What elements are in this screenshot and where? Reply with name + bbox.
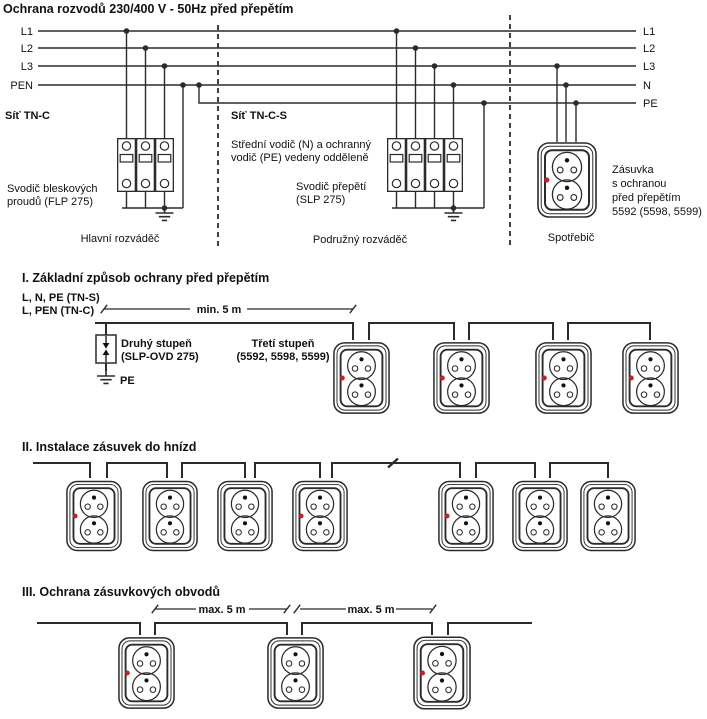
socket bbox=[581, 481, 635, 550]
dimension-end-tick bbox=[294, 605, 300, 613]
supply-lines bbox=[38, 31, 636, 103]
section2-wiring bbox=[33, 463, 608, 478]
socket-label-line4: 5592 (5598, 5599) bbox=[612, 206, 702, 218]
arrester-module bbox=[118, 139, 136, 192]
max5m-label-2: max. 5 m bbox=[347, 604, 395, 616]
arrester-module bbox=[388, 139, 406, 192]
line-label-l2-left: L2 bbox=[20, 43, 33, 55]
net-tn-c-label: Síť TN-C bbox=[5, 110, 50, 122]
diagram-title: Ochrana rozvodů 230/400 V - 50Hz před přepětím bbox=[3, 2, 294, 16]
line-label-l3-left: L3 bbox=[20, 61, 33, 73]
section2-heading: II. Instalace zásuvek do hnízd bbox=[22, 440, 197, 454]
appliance-label: Spotřebič bbox=[547, 232, 595, 244]
section1-heading: I. Základní způsob ochrany před přepětím bbox=[22, 271, 270, 285]
arrester-module bbox=[156, 139, 174, 192]
min5m-label: min. 5 m bbox=[196, 304, 242, 316]
protected-socket bbox=[414, 637, 470, 709]
section1-wire-label-line1: L, N, PE (TN-S) bbox=[22, 292, 100, 304]
protected-socket bbox=[334, 343, 389, 413]
stage2-label-line2: (SLP-OVD 275) bbox=[121, 351, 199, 363]
section3-heading: III. Ochrana zásuvkových obvodů bbox=[22, 585, 220, 599]
arrester-module bbox=[407, 139, 425, 192]
socket bbox=[143, 481, 197, 550]
protected-socket bbox=[67, 481, 121, 550]
arrester-module bbox=[137, 139, 155, 192]
socket bbox=[268, 638, 323, 708]
ground-symbol bbox=[97, 371, 115, 383]
section3-wiring bbox=[37, 623, 532, 635]
line-label-l1-left: L1 bbox=[20, 26, 33, 38]
separate-conductors-note-line2: vodič (PE) vedeny odděleně bbox=[231, 152, 369, 164]
protected-socket bbox=[538, 143, 596, 217]
appliance-socket-wiring bbox=[557, 66, 576, 142]
line-label-n-right: N bbox=[643, 80, 651, 92]
pe-label: PE bbox=[120, 375, 135, 387]
line-label-l2-right: L2 bbox=[643, 43, 656, 55]
sub-switchboard-label: Podružný rozváděč bbox=[312, 234, 408, 246]
main-switchboard-label: Hlavní rozváděč bbox=[80, 233, 160, 245]
line-label-pen-left: PEN bbox=[10, 80, 33, 92]
socket bbox=[218, 481, 272, 550]
stage3-label-line1: Třetí stupeň bbox=[251, 338, 315, 350]
max5m-label-1: max. 5 m bbox=[198, 604, 246, 616]
arrester-module bbox=[445, 139, 463, 192]
arrester2-label-line2: (SLP 275) bbox=[296, 194, 346, 206]
protected-socket bbox=[439, 481, 493, 550]
protected-socket bbox=[536, 343, 591, 413]
stage3-label-line2: (5592, 5598, 5599) bbox=[236, 351, 330, 363]
stage2-label-line1: Druhý stupeň bbox=[121, 338, 192, 350]
line-label-pe-right: PE bbox=[643, 98, 658, 110]
arrester1-label-line1: Svodič bleskových bbox=[7, 183, 98, 195]
section1-wire-label-line2: L, PEN (TN-C) bbox=[22, 305, 95, 317]
socket-label-line3: před přepětím bbox=[612, 192, 681, 204]
socket-label-line1: Zásuvka bbox=[612, 164, 654, 176]
line-label-l3-right: L3 bbox=[643, 61, 656, 73]
arrester-module bbox=[426, 139, 444, 192]
arrester2-label-line1: Svodič přepětí bbox=[296, 181, 367, 193]
protected-socket bbox=[119, 638, 174, 708]
protected-socket bbox=[293, 481, 347, 550]
protected-socket bbox=[623, 343, 678, 413]
net-tn-c-s-label: Síť TN-C-S bbox=[231, 110, 287, 122]
socket-label-line2: s ochranou bbox=[612, 178, 667, 190]
separate-conductors-note-line1: Střední vodič (N) a ochranný bbox=[231, 139, 372, 151]
socket bbox=[513, 481, 567, 550]
line-label-l1-right: L1 bbox=[643, 26, 656, 38]
protected-socket bbox=[434, 343, 489, 413]
arrester1-label-line2: proudů (FLP 275) bbox=[7, 196, 94, 208]
